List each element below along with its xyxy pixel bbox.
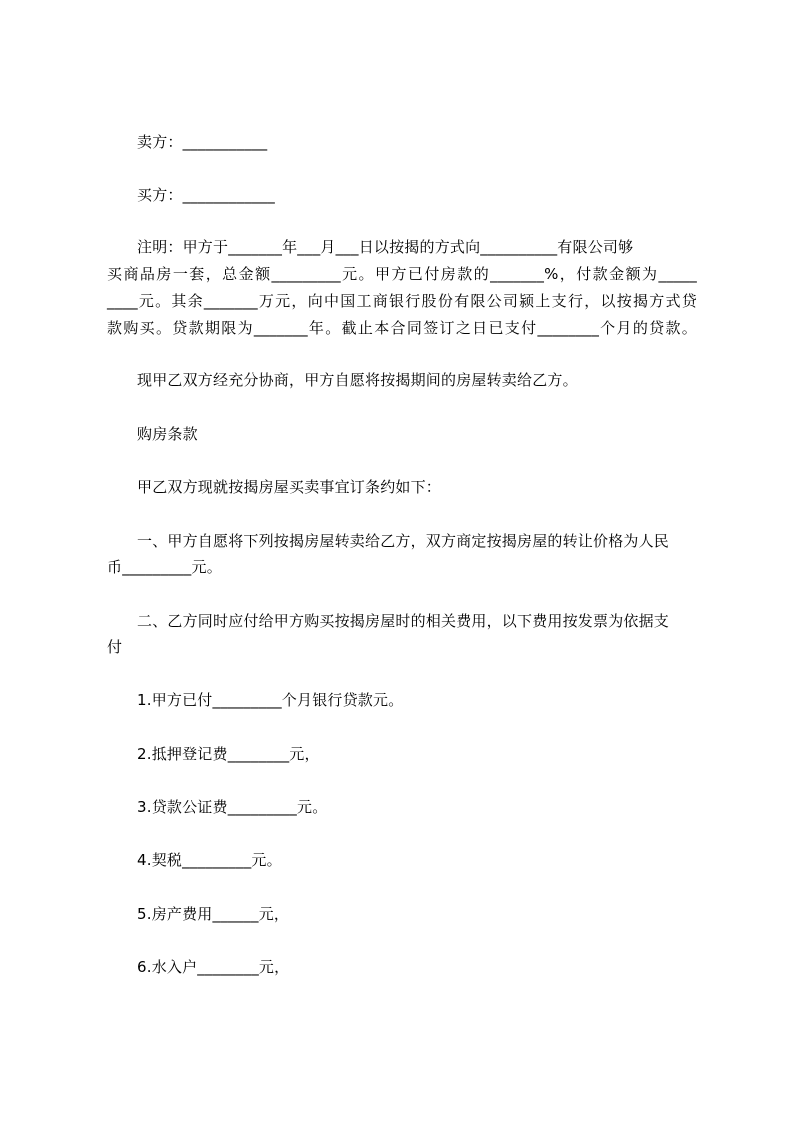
fee-item: 2.抵押登记费________元， — [137, 745, 320, 763]
clause-2-line-1: 二、乙方同时应付给甲方购买按揭房屋时的相关费用，以下费用按发票为依据支 — [137, 612, 670, 630]
clause-1-line-1: 一、甲方自愿将下列按揭房屋转卖给乙方，双方商定按揭房屋的转让价格为人民 — [137, 532, 670, 550]
note-line-3: ____元。其余_______万元，向中国工商银行股份有限公司颍上支行，以按揭方式贷 — [107, 292, 697, 310]
fee-item: 5.房产费用______元， — [137, 905, 290, 923]
note-line-1: 注明：甲方于_______年___月___日以按揭的方式向__________有限公司够 — [137, 238, 634, 256]
section-title: 购房条款 — [137, 425, 198, 443]
seller-line: 卖方：___________ — [137, 133, 268, 151]
agreement-intro: 甲乙双方现就按揭房屋买卖事宜订条约如下： — [137, 478, 442, 496]
clause-1-line-2: 币_________元。 — [107, 558, 222, 576]
note-line-4: 款购买。贷款期限为_______年。截止本合同签订之日已支付________个月的贷款。 — [107, 319, 697, 337]
fee-item: 4.契税_________元。 — [137, 851, 282, 869]
buyer-line: 买方：____________ — [137, 186, 276, 204]
note-line-2: 买商品房一套，总金额_________元。甲方已付房款的_______%，付款金额为_____ — [107, 265, 697, 283]
clause-2-line-2: 付 — [107, 638, 123, 656]
fee-item: 1.甲方已付_________个月银行贷款元。 — [137, 691, 404, 709]
intro-paragraph: 现甲乙双方经充分协商，甲方自愿将按揭期间的房屋转卖给乙方。 — [137, 371, 578, 389]
fee-item: 3.贷款公证费_________元。 — [137, 798, 328, 816]
fee-item: 6.水入户________元， — [137, 958, 290, 976]
